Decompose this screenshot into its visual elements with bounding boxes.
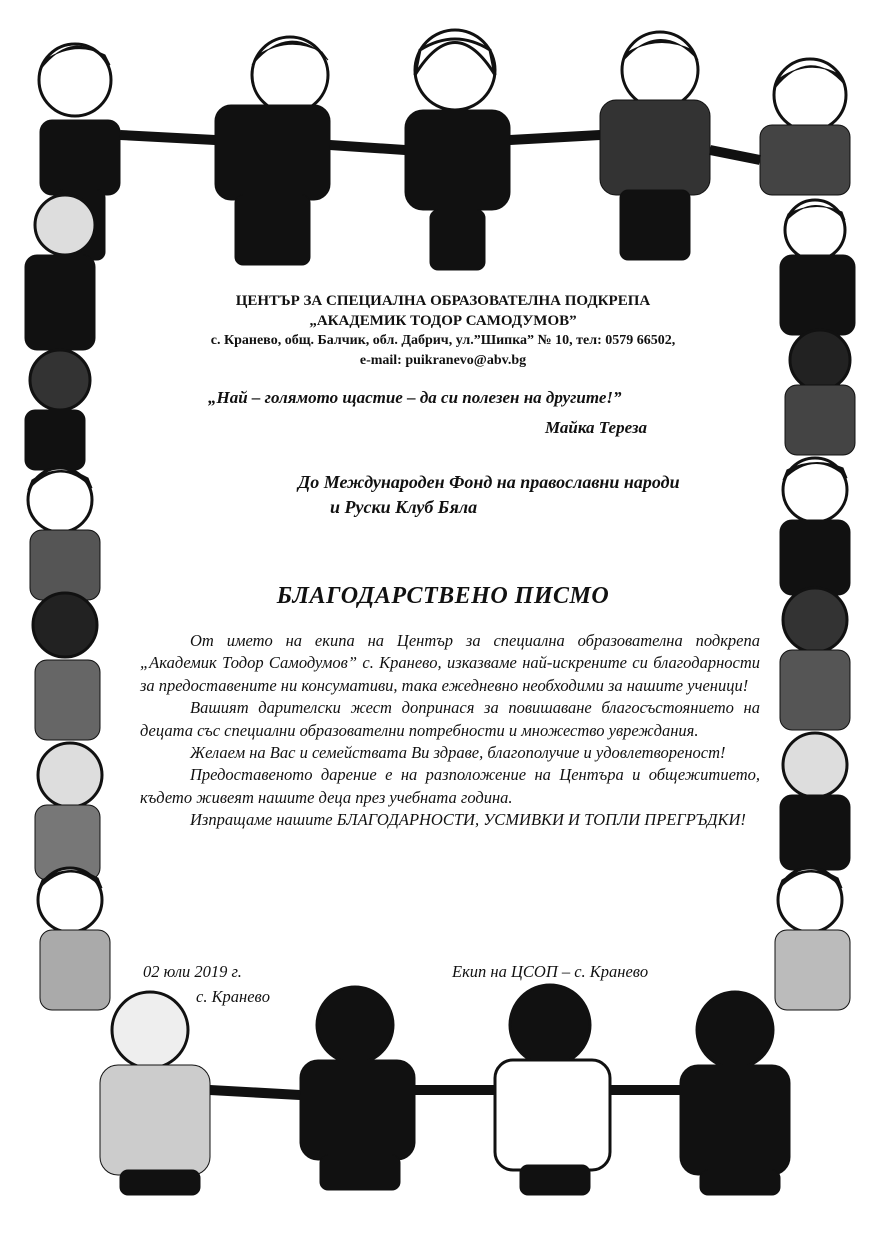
addressee-line-2: и Руски Клуб Бяла [330,497,478,517]
quote-text: „Най – голямото щастие – да си полезен на другите!” [208,388,622,407]
organization-subtitle: „АКАДЕМИК ТОДОР САМОДУМОВ” [309,313,577,329]
child-figure [100,992,210,1195]
child-figure [495,985,610,1195]
child-figure [405,30,510,270]
child-figure [300,987,415,1190]
letter-title: БЛАГОДАРСТВЕНО ПИСМО [276,583,610,609]
quote-author: Майка Тереза [545,418,648,437]
organization-address: с. Краневo, общ. Балчик, обл. Дабрич, ул.”Шипка” № 10, тел: 0579 66502, [210,333,676,348]
organization-email: e-mail: puikranevo@abv.bg [359,353,527,368]
addressee-line-1: До Международен Фонд на православни народи [298,472,680,492]
letter-body [140,630,760,832]
letter-place: с. Краневo [196,987,270,1006]
letter-signature: Екип на ЦСОП – с. Краневo [452,962,649,981]
child-figure [680,992,790,1195]
letter-date: 02 юли 2019 г. [143,962,242,981]
child-figure [215,37,330,265]
body-paragraph: От името на екипа на Център за специална образователна подкрепа „Академик Тодор Самодумов” с. Краневo, изказваме най-искрените си благодарности за предоставените ни консумативи, така ежедневно необходими за нашите ученици! [140,631,760,695]
organization-name: ЦЕНТЪР ЗА СПЕЦИАЛНА ОБРАЗОВАТЕЛНА ПОДКРЕПА [235,293,651,309]
child-figure [760,59,850,195]
body-paragraph: Желаем на Вас и семействата Ви здраве, благополучие и удовлетвореност! [190,743,726,763]
child-figure [600,32,710,260]
body-paragraph: Предоставеното дарение е на разположение на Центъра и общежитието, където живеят нашите деца през учебната година. [140,765,760,807]
body-paragraph: Изпращаме нашите БЛАГОДАРНОСТИ, УСМИВКИ И ТОПЛИ ПРЕГРЪДКИ! [190,810,746,830]
body-paragraph: Вашият дарителски жест допринася за повишаване благосъстоянието на децата със специални образователни потребности и множество увреждания. [140,698,760,740]
